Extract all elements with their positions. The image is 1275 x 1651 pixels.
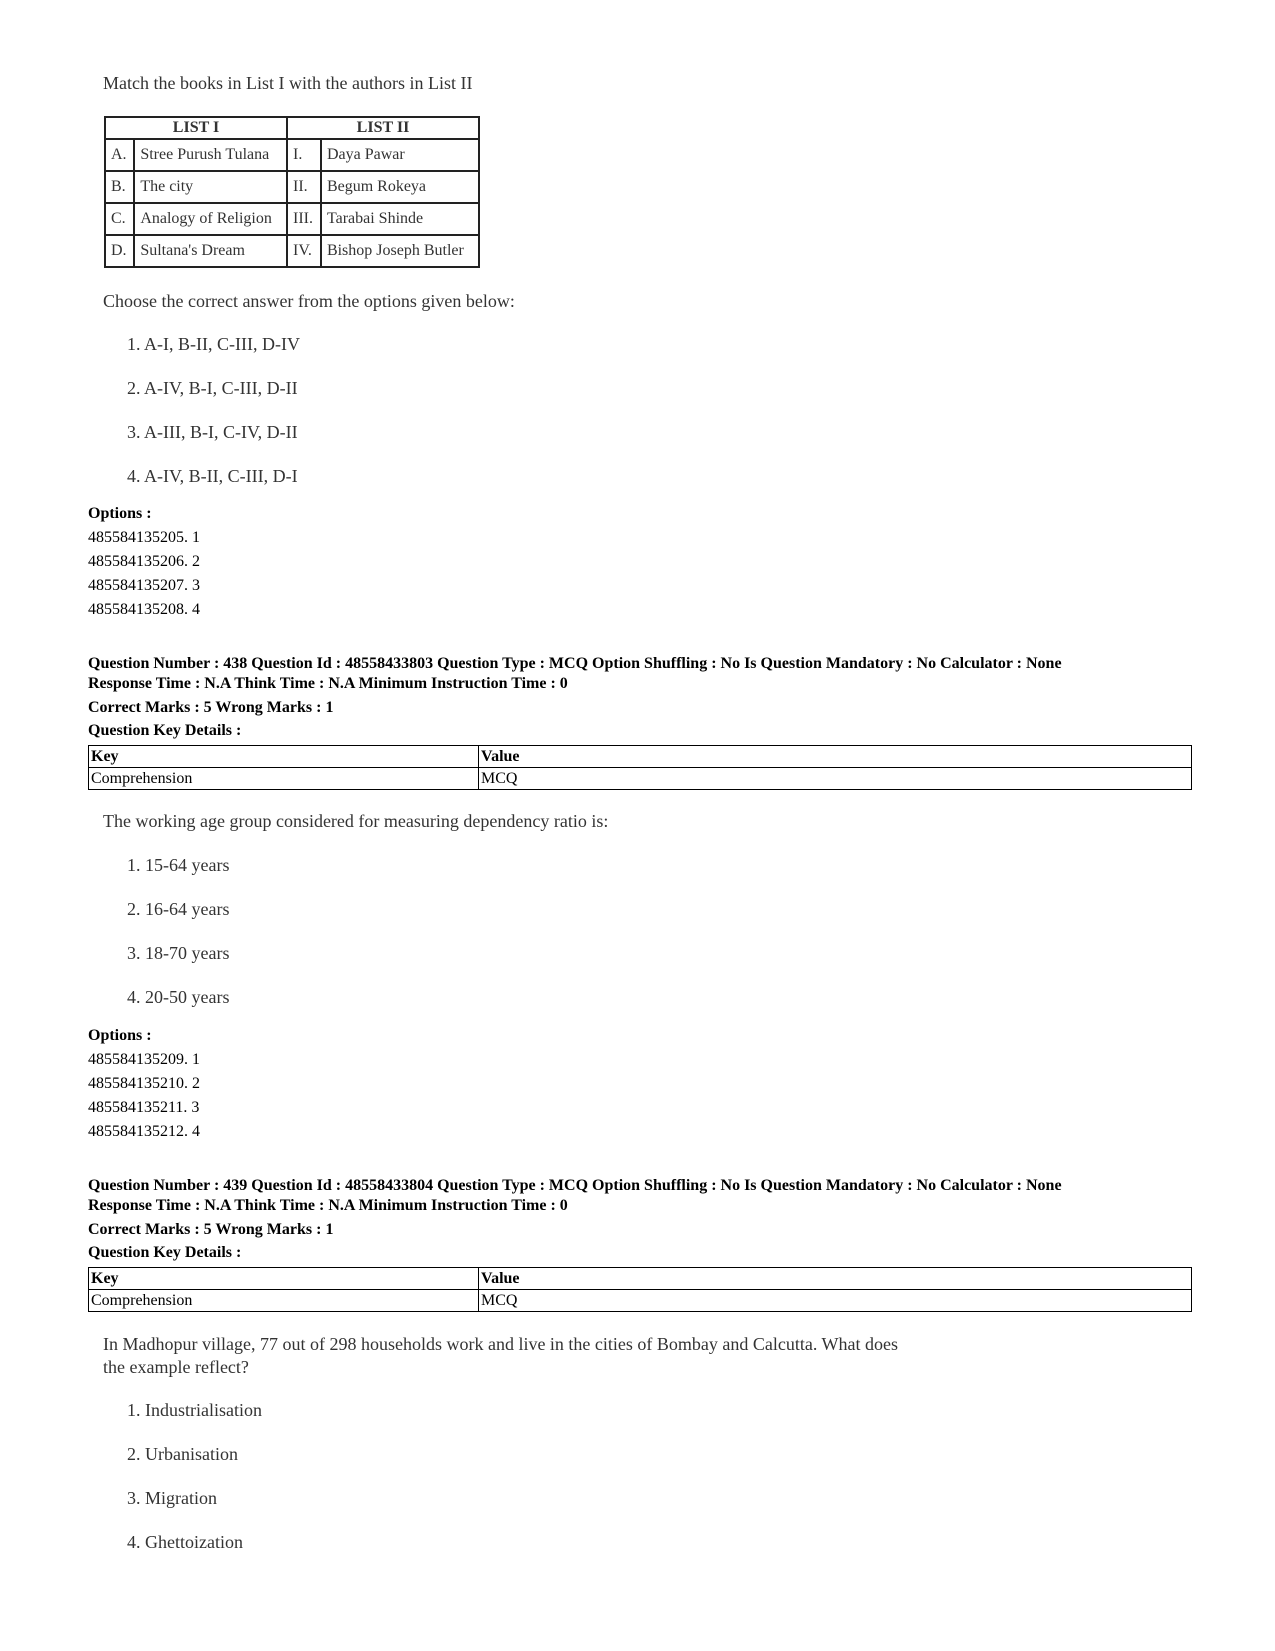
options-label: Options : bbox=[88, 1027, 152, 1044]
list2-value: Bishop Joseph Butler bbox=[321, 235, 479, 267]
choice-item: 1. 15-64 years bbox=[127, 855, 230, 875]
question-439-meta-line2: Response Time : N.A Think Time : N.A Minimum Instruction Time : 0 bbox=[88, 1197, 568, 1214]
key-cell: Comprehension bbox=[89, 768, 479, 790]
list2-key: II. bbox=[287, 171, 321, 203]
value-cell: MCQ bbox=[479, 768, 1192, 790]
list2-value: Begum Rokeya bbox=[321, 171, 479, 203]
list1-key: D. bbox=[105, 235, 134, 267]
question-438-marks: Correct Marks : 5 Wrong Marks : 1 bbox=[88, 699, 334, 716]
choice-item: 2. Urbanisation bbox=[127, 1444, 238, 1464]
key-cell: Comprehension bbox=[89, 1290, 479, 1312]
option-id: 485584135209. 1 bbox=[88, 1051, 200, 1068]
choice-item: 2. A-IV, B-I, C-III, D-II bbox=[127, 378, 298, 398]
list1-header: LIST I bbox=[105, 117, 287, 139]
choice-item: 1. Industrialisation bbox=[127, 1400, 262, 1420]
choice-item: 2. 16-64 years bbox=[127, 899, 230, 919]
value-header: Value bbox=[479, 746, 1192, 768]
question-437-stem: Match the books in List I with the authors in List II bbox=[103, 73, 473, 93]
question-437-prompt: Choose the correct answer from the options given below: bbox=[103, 291, 515, 311]
list1-value: The city bbox=[134, 171, 287, 203]
table-row bbox=[105, 235, 479, 267]
option-id: 485584135207. 3 bbox=[88, 577, 200, 594]
list2-value: Tarabai Shinde bbox=[321, 203, 479, 235]
question-439-key-details-label: Question Key Details : bbox=[88, 1244, 242, 1261]
option-id: 485584135206. 2 bbox=[88, 553, 200, 570]
question-439-stem-line1: In Madhopur village, 77 out of 298 households work and live in the cities of Bombay and Calcutta. What does bbox=[103, 1334, 899, 1354]
question-438-key-table bbox=[88, 745, 1192, 790]
list2-key: IV. bbox=[287, 235, 321, 267]
key-header: Key bbox=[89, 746, 479, 768]
list2-header: LIST II bbox=[287, 117, 479, 139]
question-438-meta-line2: Response Time : N.A Think Time : N.A Minimum Instruction Time : 0 bbox=[88, 675, 568, 692]
question-439-key-table bbox=[88, 1267, 1192, 1312]
choice-item: 4. A-IV, B-II, C-III, D-I bbox=[127, 466, 298, 486]
choice-item: 3. A-III, B-I, C-IV, D-II bbox=[127, 422, 298, 442]
value-cell: MCQ bbox=[479, 1290, 1192, 1312]
choice-item: 4. Ghettoization bbox=[127, 1532, 243, 1552]
list2-key: III. bbox=[287, 203, 321, 235]
table-row bbox=[105, 171, 479, 203]
question-439-meta-line1: Question Number : 439 Question Id : 48558433804 Question Type : MCQ Option Shuffling : No Is Question Mandatory : No Calculator : None bbox=[88, 1177, 1062, 1194]
option-id: 485584135211. 3 bbox=[88, 1099, 200, 1116]
options-label: Options : bbox=[88, 505, 152, 522]
list1-value: Analogy of Religion bbox=[134, 203, 287, 235]
question-438-stem: The working age group considered for measuring dependency ratio is: bbox=[103, 811, 609, 831]
table-row bbox=[89, 1268, 1192, 1290]
key-header: Key bbox=[89, 1268, 479, 1290]
list2-value: Daya Pawar bbox=[321, 139, 479, 171]
list1-value: Stree Purush Tulana bbox=[134, 139, 287, 171]
value-header: Value bbox=[479, 1268, 1192, 1290]
list1-value: Sultana's Dream bbox=[134, 235, 287, 267]
table-row bbox=[105, 139, 479, 171]
choice-item: 3. Migration bbox=[127, 1488, 217, 1508]
question-439-stem-line2: the example reflect? bbox=[103, 1357, 249, 1377]
option-id: 485584135210. 2 bbox=[88, 1075, 200, 1092]
question-438-key-details-label: Question Key Details : bbox=[88, 722, 242, 739]
table-row bbox=[89, 746, 1192, 768]
choice-item: 4. 20-50 years bbox=[127, 987, 230, 1007]
choice-item: 1. A-I, B-II, C-III, D-IV bbox=[127, 334, 300, 354]
list1-key: B. bbox=[105, 171, 134, 203]
question-439-marks: Correct Marks : 5 Wrong Marks : 1 bbox=[88, 1221, 334, 1238]
question-438-meta-line1: Question Number : 438 Question Id : 48558433803 Question Type : MCQ Option Shuffling : No Is Question Mandatory : No Calculator : None bbox=[88, 655, 1062, 672]
option-id: 485584135208. 4 bbox=[88, 601, 200, 618]
option-id: 485584135212. 4 bbox=[88, 1123, 200, 1140]
match-table bbox=[104, 116, 480, 268]
table-row bbox=[89, 768, 1192, 790]
list2-key: I. bbox=[287, 139, 321, 171]
list1-key: A. bbox=[105, 139, 134, 171]
option-id: 485584135205. 1 bbox=[88, 529, 200, 546]
choice-item: 3. 18-70 years bbox=[127, 943, 230, 963]
table-row bbox=[89, 1290, 1192, 1312]
table-row bbox=[105, 203, 479, 235]
match-table-header bbox=[105, 117, 479, 139]
list1-key: C. bbox=[105, 203, 134, 235]
